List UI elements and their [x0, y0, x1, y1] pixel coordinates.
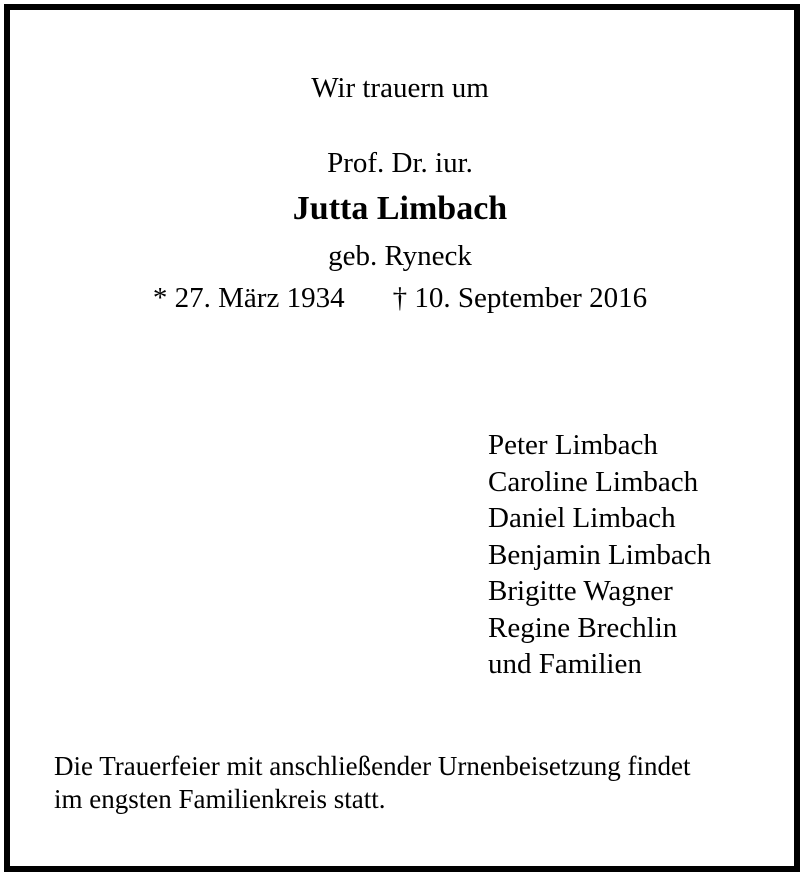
mourner-name: Regine Brechlin [488, 611, 678, 644]
deceased-name: Jutta Limbach [292, 190, 508, 227]
death-date: † 10. September 2016 [392, 282, 648, 314]
mourner-name: und Familien [488, 648, 642, 680]
mourner-name: Brigitte Wagner [488, 575, 673, 607]
mourner-name: Caroline Limbach [488, 465, 699, 498]
funeral-notice-line: im engsten Familienkreis statt. [54, 784, 386, 814]
mourner-name: Peter Limbach [488, 429, 658, 461]
life-dates [0, 280, 800, 316]
mourners-list [488, 427, 711, 683]
mourner-name: Daniel Limbach [488, 502, 676, 534]
maiden-name: geb. Ryneck [328, 240, 472, 272]
intro-text: Wir trauern um [311, 72, 489, 104]
funeral-notice-line: Die Trauerfeier mit anschließender Urnenbeisetzung findet [54, 751, 691, 781]
birth-date: * 27. März 1934 [152, 282, 345, 314]
mourner-name: Benjamin Limbach [488, 538, 712, 571]
funeral-notice [54, 750, 774, 816]
academic-title: Prof. Dr. iur. [327, 147, 473, 179]
